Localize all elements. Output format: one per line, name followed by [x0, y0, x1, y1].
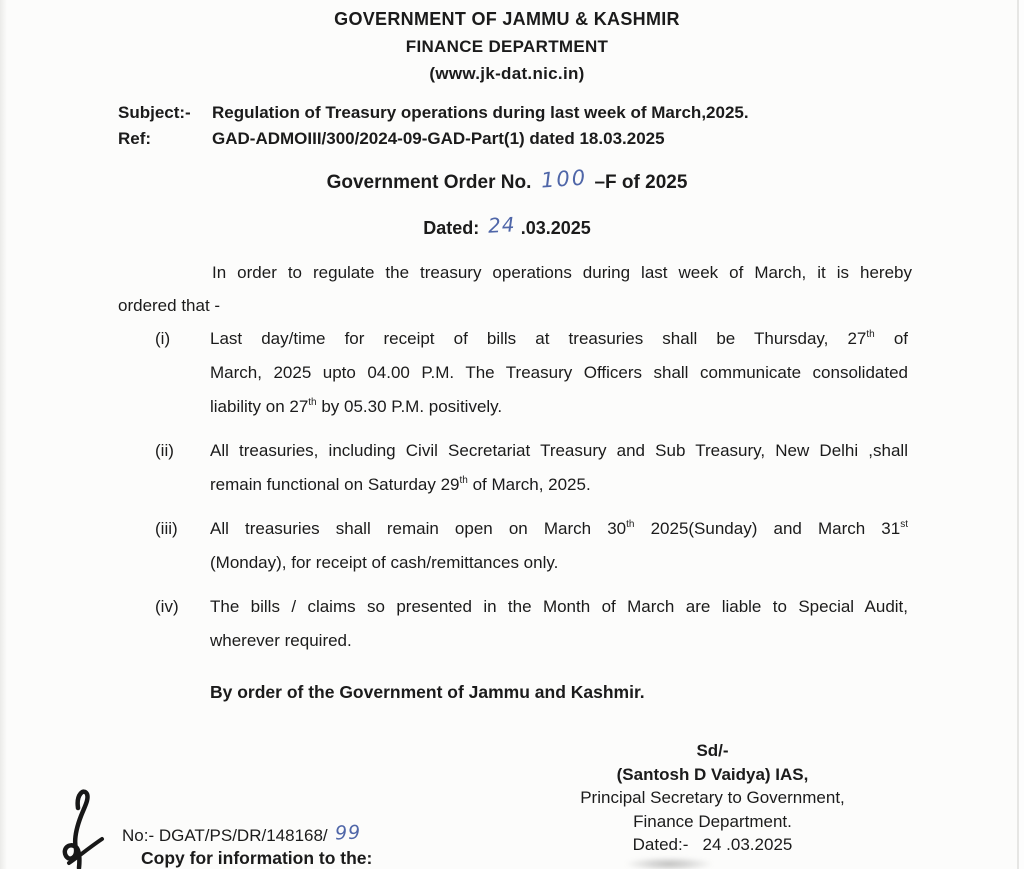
order-item [155, 322, 908, 424]
dated-line [0, 212, 1014, 239]
dispatch-number-line [122, 821, 362, 846]
order-item-number: (iv) [155, 597, 179, 616]
signature-scribble-icon [48, 786, 120, 869]
order-item [155, 434, 908, 502]
subject-ref-block [118, 100, 912, 152]
dispatch-number-prefix: No:- DGAT/PS/DR/148168/ [122, 826, 328, 845]
sd-line: Sd/- [696, 741, 729, 760]
signature-dated-line: Dated:- 24 .03.2025 [632, 835, 793, 854]
order-item-text: All treasuries, including Civil Secretariat Treasury and Sub Treasury, New Delhi ,shall remain functional on Saturday 29th of March, 2025. [210, 441, 908, 494]
signatory-title: Principal Secretary to Government, [580, 788, 845, 807]
letterhead [0, 6, 1014, 87]
copy-for-information-line: Copy for information to the: [141, 848, 373, 868]
order-item-number: (iii) [155, 519, 178, 538]
intro-line-2: ordered that - [118, 296, 221, 315]
government-order-number-line [0, 165, 1014, 194]
handwritten-order-number: 100 [540, 165, 589, 193]
order-item [155, 512, 908, 580]
department-title: FINANCE DEPARTMENT [405, 37, 609, 56]
subject-text: Regulation of Treasury operations during last week of March,2025. [212, 103, 749, 122]
order-item [155, 590, 908, 658]
website-line: (www.jk-dat.nic.in) [429, 64, 585, 83]
signatory-department: Finance Department. [633, 811, 792, 831]
order-item-text: The bills / claims so presented in the Month of March are liable to Special Audit, wherever required. [210, 597, 908, 650]
order-item-text: Last day/time for receipt of bills at treasuries shall be Thursday, 27th of March, 2025 upto 04.00 P.M. The Treasury Officers shall communicate consolidated liability on 27th by 05.30 P.M. positively. [210, 329, 909, 416]
signature-block [540, 739, 885, 857]
order-item-text: All treasuries shall remain open on March 30th 2025(Sunday) and March 31st (Monday), for receipt of cash/remittances only. [210, 519, 909, 572]
subject-label: Subject:- [118, 103, 191, 122]
order-items [155, 322, 908, 668]
by-order-line: By order of the Government of Jammu and Kashmir. [210, 682, 645, 702]
dated-label: Dated: [423, 218, 480, 238]
signatory-name: (Santosh D Vaidya) IAS, [616, 764, 809, 784]
scan-edge-left [0, 0, 7, 869]
handwritten-dispatch-number: 99 [334, 821, 362, 845]
government-title: GOVERNMENT OF JAMMU & KASHMIR [334, 9, 680, 29]
order-number-suffix: –F of 2025 [594, 172, 688, 193]
handwritten-day: 24 [487, 212, 517, 238]
order-item-number: (i) [155, 329, 171, 348]
dated-suffix: .03.2025 [520, 218, 591, 238]
ref-label: Ref: [118, 129, 152, 148]
order-item-number: (ii) [155, 441, 174, 460]
order-number-prefix: Government Order No. [326, 172, 532, 193]
intro-line-1: In order to regulate the treasury operations during last week of March, it is hereby [212, 263, 912, 282]
scan-edge-right-pad [1019, 0, 1024, 869]
ref-text: GAD-ADMOIII/300/2024-09-GAD-Part(1) dated 18.03.2025 [212, 129, 665, 148]
intro-paragraph [118, 256, 912, 322]
scan-smudge [624, 857, 714, 869]
